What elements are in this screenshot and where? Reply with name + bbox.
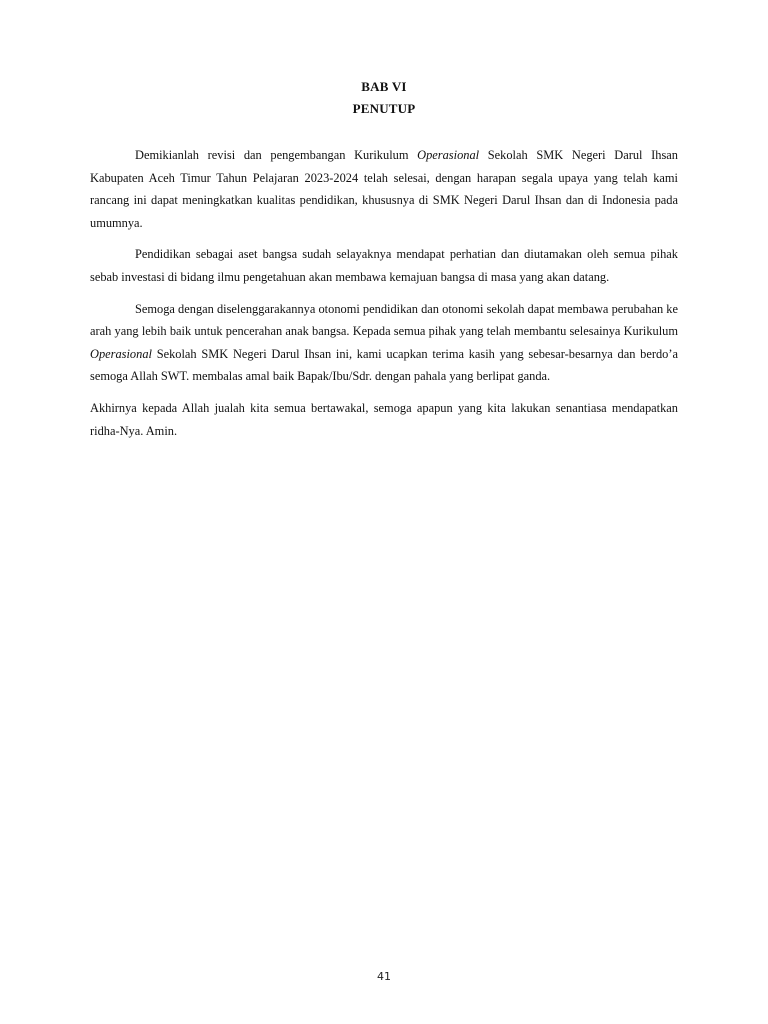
paragraph-1-text-a: Demikianlah revisi dan pengembangan Kurikulum	[135, 148, 418, 162]
paragraph-3-text-b: Sekolah SMK Negeri Darul Ihsan ini, kami ucapkan terima kasih yang sebesar-besarnya dan berdo’a semoga Allah SWT. membalas amal baik Bapak/Ibu/Sdr. dengan pahala yang berlipat ganda.	[90, 346, 678, 384]
paragraph-1	[90, 144, 678, 234]
body-text	[90, 144, 678, 451]
paragraph-2: Pendidikan sebagai aset bangsa sudah selayaknya mendapat perhatian dan diutamakan oleh semua pihak sebab investasi di bidang ilmu pengetahuan akan membawa kemajuan bangsa di masa yang akan datang.	[90, 247, 678, 284]
paragraph-1-italic-term: Operasional	[417, 148, 480, 162]
paragraph-3-italic-term: Operasional	[90, 346, 152, 361]
chapter-heading: BAB VI	[361, 79, 407, 94]
page-number: 41	[377, 970, 391, 983]
paragraph-3-text-a: Semoga dengan diselenggarakannya otonomi pendidikan dan otonomi sekolah dapat membawa perubahan ke arah yang lebih baik untuk pencerahan anak bangsa. Kepada semua pihak yang telah membantu selesainya Kurikulum	[90, 301, 678, 339]
chapter-title: PENUTUP	[352, 101, 416, 116]
paragraph-1-text-b: Sekolah SMK Negeri Darul Ihsan Kabupaten Aceh Timur Tahun Pelajaran 2023-2024 telah selesai, dengan harapan segala upaya yang telah kami rancang ini dapat meningkatkan kualitas pendidikan, khususnya di SMK Negeri Darul Ihsan dan di Indonesia pada umumnya.	[90, 148, 678, 230]
paragraph-3	[90, 298, 678, 388]
paragraph-4: Akhirnya kepada Allah jualah kita semua bertawakal, semoga apapun yang kita lakukan senantiasa mendapatkan ridha-Nya. Amin.	[90, 400, 678, 438]
